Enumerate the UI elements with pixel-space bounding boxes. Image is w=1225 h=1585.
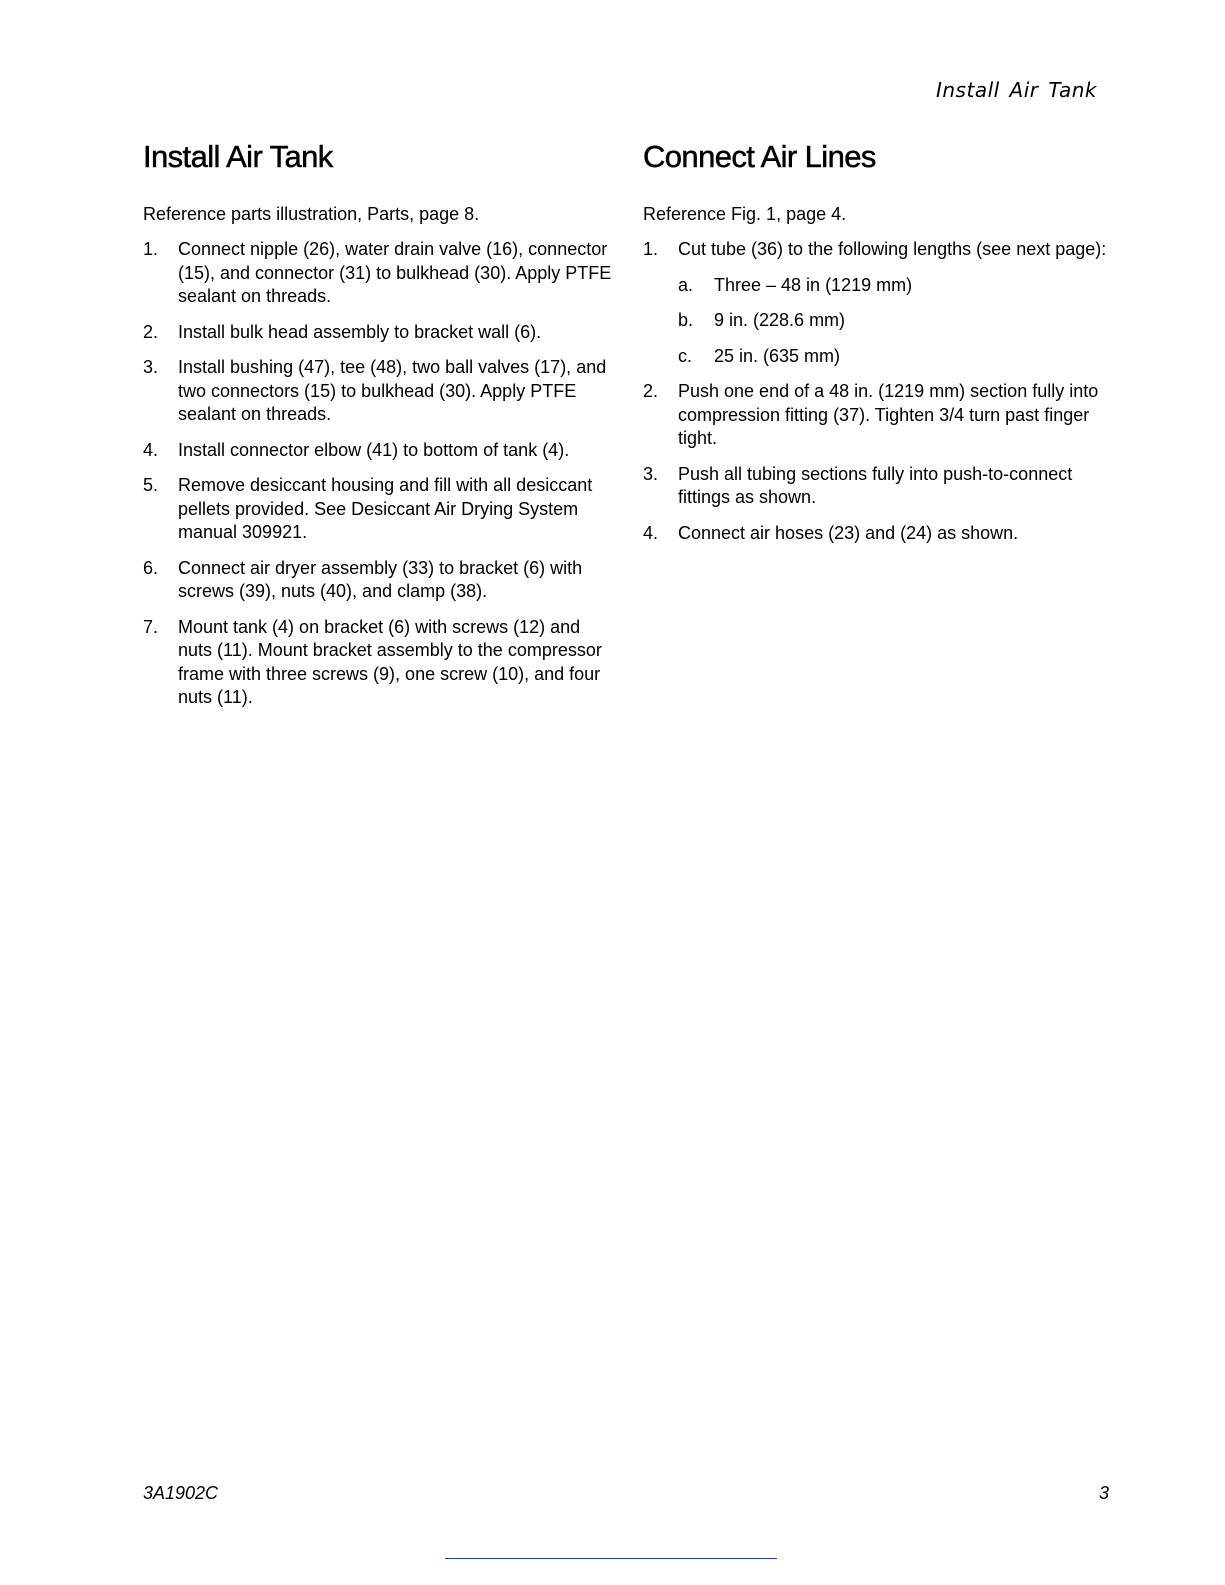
sub-step-text: 25 in. (635 mm) bbox=[714, 345, 841, 366]
install-steps-list bbox=[143, 238, 613, 710]
connect-air-lines-section bbox=[643, 138, 1113, 557]
step-number: 3. bbox=[643, 463, 659, 484]
step-text: Connect nipple (26), water drain valve (16), connector (15), and connector (31) to bulkhead (30). Apply PTFE sealant on threads. bbox=[178, 239, 612, 306]
list-item bbox=[143, 616, 613, 710]
list-item bbox=[143, 321, 613, 345]
section-title-install-air-tank: Install Air Tank bbox=[143, 139, 333, 174]
step-number: 4. bbox=[643, 522, 659, 543]
step-text: Push all tubing sections fully into push-to-connect fittings as shown. bbox=[678, 463, 1073, 507]
list-item bbox=[143, 557, 613, 604]
tube-lengths-list bbox=[678, 274, 1113, 369]
step-text: Push one end of a 48 in. (1219 mm) section fully into compression fitting (37). Tighten 3/4 turn past finger tight. bbox=[678, 381, 1099, 448]
step-text: Connect air hoses (23) and (24) as shown. bbox=[678, 522, 1019, 543]
sub-step-letter: b. bbox=[678, 310, 694, 330]
list-item bbox=[643, 463, 1113, 510]
step-text: Mount tank (4) on bracket (6) with screws (12) and nuts (11). Mount bracket assembly to the compressor frame with three screws (9), one screw (10), and four nuts (11). bbox=[178, 616, 602, 707]
list-item bbox=[143, 356, 613, 427]
document-number: 3A1902C bbox=[143, 1483, 219, 1503]
page-number: 3 bbox=[1098, 1483, 1109, 1503]
step-number: 2. bbox=[643, 381, 659, 401]
step-text: Install bulk head assembly to bracket wall (6). bbox=[178, 321, 542, 342]
reference-note: Reference Fig. 1, page 4. bbox=[643, 204, 847, 224]
sub-list-item bbox=[678, 309, 1113, 333]
list-item bbox=[643, 238, 1113, 368]
connect-steps-list bbox=[643, 238, 1113, 545]
step-number: 1. bbox=[643, 239, 659, 259]
step-text: Remove desiccant housing and fill with all desiccant pellets provided. See Desiccant Air Drying System manual 309921. bbox=[178, 475, 593, 542]
running-header: Install Air Tank bbox=[935, 78, 1097, 102]
step-text: Install connector elbow (41) to bottom of tank (4). bbox=[178, 439, 570, 460]
sub-step-letter: a. bbox=[678, 274, 694, 295]
sub-list-item bbox=[678, 274, 1113, 298]
step-number: 5. bbox=[143, 475, 159, 495]
sub-step-text: 9 in. (228.6 mm) bbox=[714, 310, 846, 330]
list-item bbox=[143, 238, 613, 309]
list-item bbox=[143, 474, 613, 545]
section-title-connect-air-lines: Connect Air Lines bbox=[643, 139, 876, 174]
step-number: 4. bbox=[143, 439, 159, 460]
bottom-rule-divider bbox=[445, 1558, 777, 1559]
list-item bbox=[643, 522, 1113, 546]
reference-note: Reference parts illustration, Parts, page 8. bbox=[143, 204, 480, 224]
step-number: 1. bbox=[143, 239, 159, 259]
sub-step-text: Three – 48 in (1219 mm) bbox=[714, 274, 913, 295]
list-item bbox=[143, 439, 613, 463]
list-item bbox=[643, 380, 1113, 451]
step-number: 7. bbox=[143, 616, 159, 637]
step-number: 2. bbox=[143, 321, 159, 342]
step-number: 6. bbox=[143, 557, 159, 578]
sub-list-item bbox=[678, 345, 1113, 369]
step-text: Install bushing (47), tee (48), two ball valves (17), and two connectors (15) to bulkhead (30). Apply PTFE sealant on threads. bbox=[178, 357, 607, 424]
step-text: Connect air dryer assembly (33) to bracket (6) with screws (39), nuts (40), and clamp (38). bbox=[178, 557, 583, 601]
install-air-tank-section bbox=[143, 138, 613, 722]
step-number: 3. bbox=[143, 357, 159, 377]
step-text: Cut tube (36) to the following lengths (see next page): bbox=[678, 239, 1107, 259]
sub-step-letter: c. bbox=[678, 345, 693, 366]
